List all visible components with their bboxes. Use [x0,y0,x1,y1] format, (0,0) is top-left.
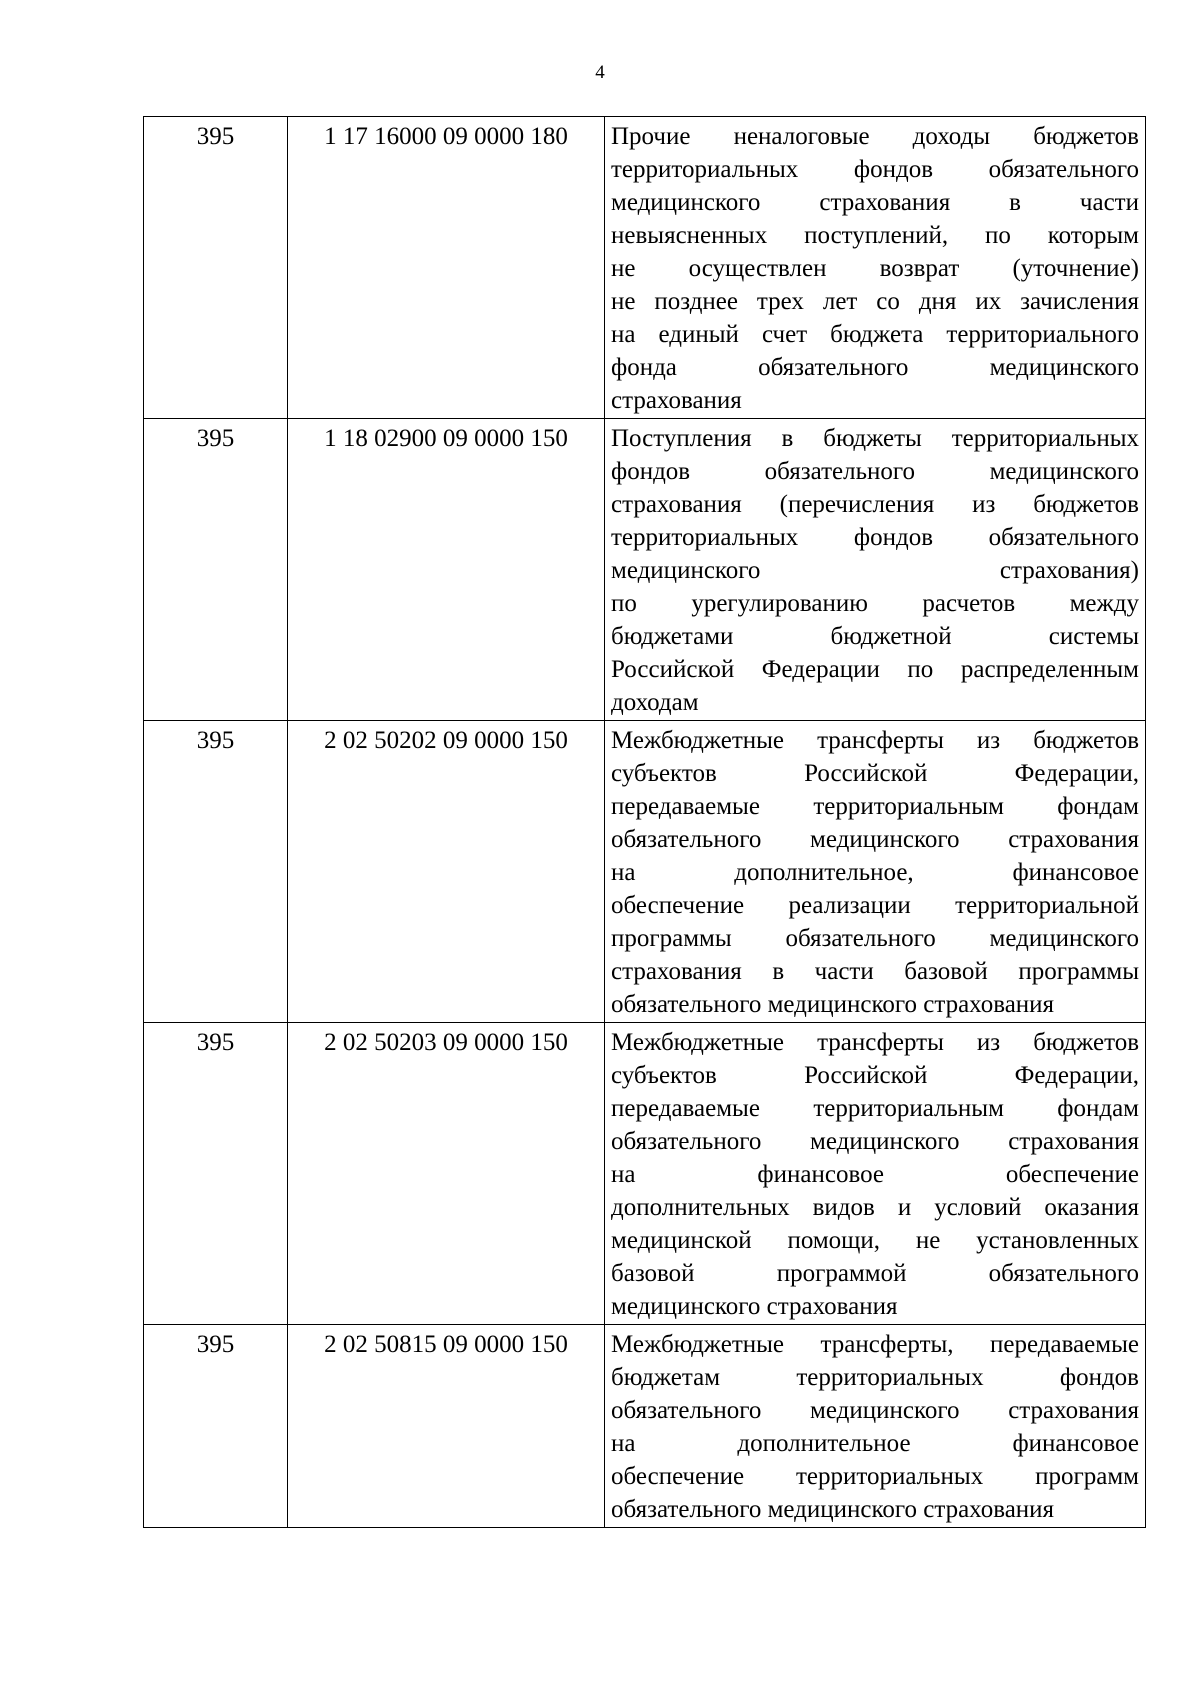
budget-classification-table [143,116,1146,1528]
description-line: Прочие неналоговые доходы бюджетов [611,123,1139,150]
description-cell [605,1023,1146,1325]
description-line: фондов обязательного медицинского [611,458,1139,485]
description-line: доходам [611,689,699,716]
description-line: бюджетами бюджетной системы [611,623,1139,650]
description-line: обязательного медицинского страхования [611,1397,1139,1424]
table-row [144,117,1146,419]
description-cell [605,1325,1146,1528]
description-line: обязательного медицинского страхования [611,1496,1055,1523]
description-line: на дополнительное финансовое [611,1430,1139,1457]
description-line: страхования [611,387,742,414]
description-line: обязательного медицинского страхования [611,991,1055,1018]
description-line: Российской Федерации по распределенным [611,656,1139,683]
budget-code-cell: 2 02 50203 09 0000 150 [288,1023,605,1325]
description-line: субъектов Российской Федерации, [611,1062,1139,1089]
description-line: медицинского страхования в части [611,189,1139,216]
description-cell [605,117,1146,419]
description-line: медицинского страхования) [611,557,1139,584]
description-line: по урегулированию расчетов между [611,590,1139,617]
description-line: не осуществлен возврат (уточнение) [611,255,1139,282]
budget-code-cell: 1 17 16000 09 0000 180 [288,117,605,419]
description-line: территориальных фондов обязательного [611,524,1139,551]
table-row [144,721,1146,1023]
description-line: обязательного медицинского страхования [611,1128,1139,1155]
admin-code-cell: 395 [144,117,288,419]
page-number: 4 [595,62,605,83]
description-line: базовой программой обязательного [611,1260,1139,1287]
description-line: фонда обязательного медицинского [611,354,1139,381]
description-line: Межбюджетные трансферты из бюджетов [611,727,1139,754]
description-line: медицинской помощи, не установленных [611,1227,1139,1254]
table-row [144,1023,1146,1325]
budget-code-cell: 1 18 02900 09 0000 150 [288,419,605,721]
description-cell [605,419,1146,721]
budget-code-cell: 2 02 50202 09 0000 150 [288,721,605,1023]
admin-code-cell: 395 [144,721,288,1023]
description-line: медицинского страхования [611,1293,898,1320]
description-line: субъектов Российской Федерации, [611,760,1139,787]
description-line: Поступления в бюджеты территориальных [611,425,1139,452]
description-cell [605,721,1146,1023]
description-line: страхования в части базовой программы [611,958,1139,985]
description-line: бюджетам территориальных фондов [611,1364,1139,1391]
description-line: передаваемые территориальным фондам [611,793,1139,820]
description-line: на единый счет бюджета территориального [611,321,1139,348]
description-line: территориальных фондов обязательного [611,156,1139,183]
admin-code-cell: 395 [144,1023,288,1325]
table-row [144,1325,1146,1528]
description-line: обеспечение территориальных программ [611,1463,1139,1490]
budget-code-cell: 2 02 50815 09 0000 150 [288,1325,605,1528]
description-line: передаваемые территориальным фондам [611,1095,1139,1122]
description-line: не позднее трех лет со дня их зачисления [611,288,1139,315]
description-line: страхования (перечисления из бюджетов [611,491,1139,518]
description-line: Межбюджетные трансферты, передаваемые [611,1331,1139,1358]
admin-code-cell: 395 [144,419,288,721]
description-line: дополнительных видов и условий оказания [611,1194,1139,1221]
admin-code-cell: 395 [144,1325,288,1528]
description-line: программы обязательного медицинского [611,925,1139,952]
description-line: обеспечение реализации территориальной [611,892,1139,919]
description-line: обязательного медицинского страхования [611,826,1139,853]
description-line: на финансовое обеспечение [611,1161,1139,1188]
description-line: невыясненных поступлений, по которым [611,222,1139,249]
description-line: Межбюджетные трансферты из бюджетов [611,1029,1139,1056]
description-line: на дополнительное, финансовое [611,859,1139,886]
table-body [144,117,1146,1528]
table-row [144,419,1146,721]
